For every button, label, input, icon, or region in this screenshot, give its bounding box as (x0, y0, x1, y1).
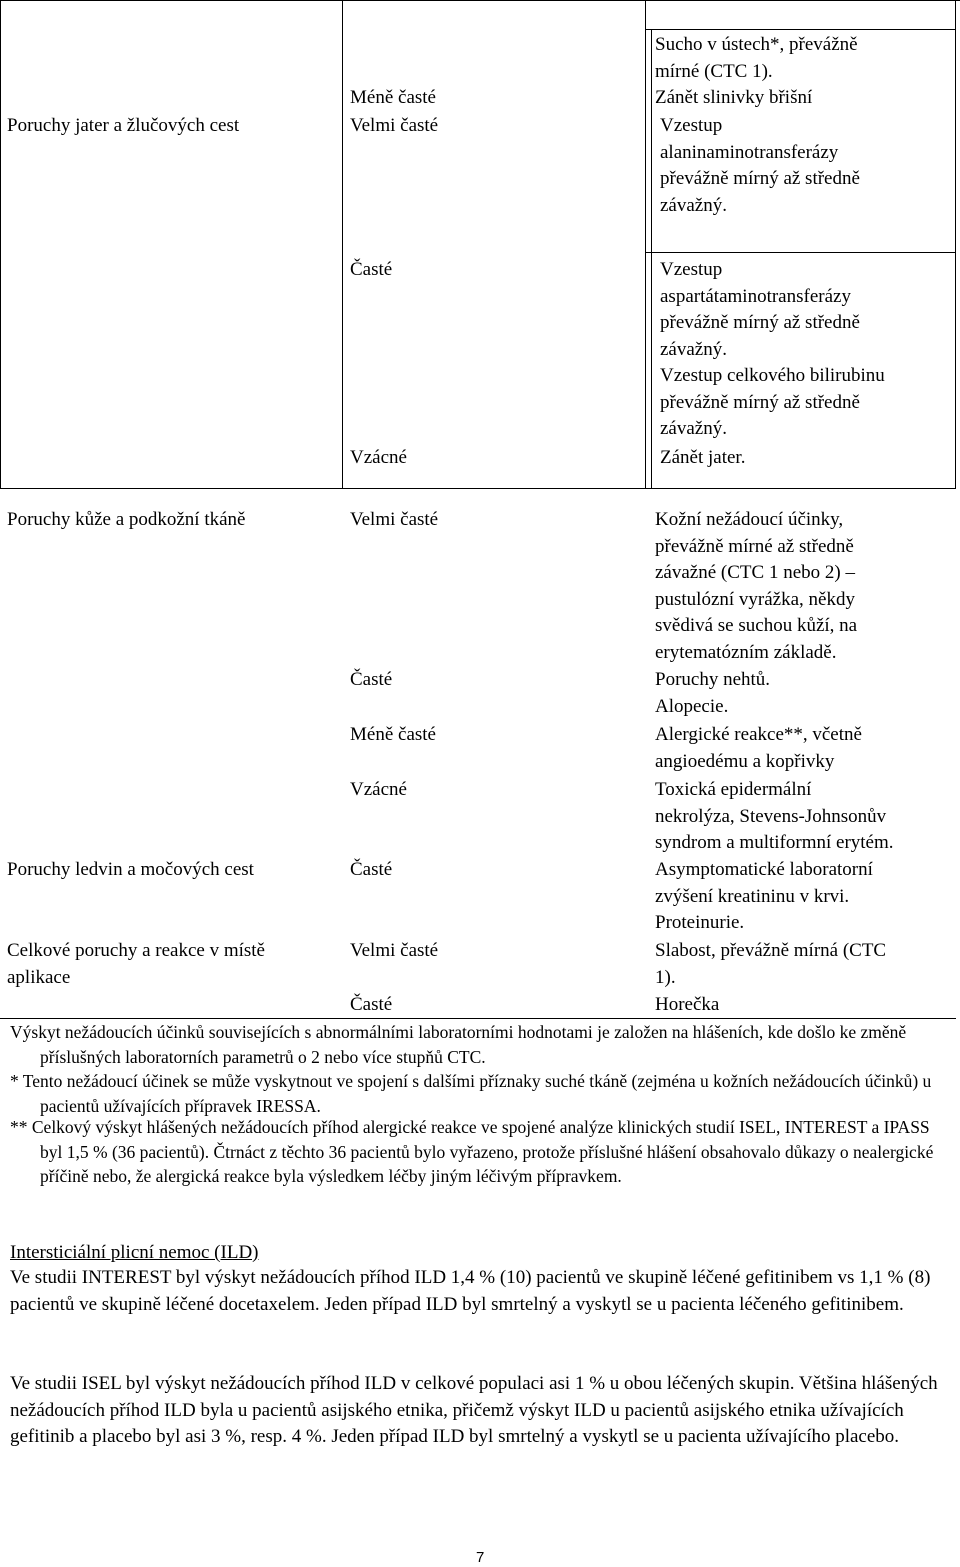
footnote-dry-tissue: * Tento nežádoucí účinek se může vyskytnout ve spojení s dalšími příznaky suché tkáně (zejména u kožních nežádoucích účinků) u pacientů užívajících přípravek IRESSA. (10, 1071, 932, 1116)
cell-effect-dry-mouth: Sucho v ústech*, převážně mírné (CTC 1). (655, 34, 858, 82)
cell-effect-renal: Asymptomatické laboratorní zvýšení kreatininu v krvi. Proteinurie. (655, 859, 873, 933)
table-top-border (0, 0, 960, 1)
cell-effect-asthenia: Slabost, převážně mírná (CTC 1). (655, 940, 887, 988)
cell-frequency-very-common: Velmi časté (350, 509, 439, 530)
section-heading: Intersticiální plicní nemoc (ILD) (10, 1242, 259, 1263)
cell-effect-pancreatitis: Zánět slinivky břišní (655, 87, 813, 108)
cell-effect-hepatitis: Zánět jater. (660, 447, 746, 468)
cell-effect-alt-increase: Vzestup alaninaminotransferázy převážně mírný až středně závažný. (660, 115, 860, 216)
cell-frequency-common: Časté (350, 259, 393, 280)
table-left-border (0, 0, 1, 489)
table-section-border (0, 488, 956, 489)
table-col-divider-2 (645, 0, 646, 489)
cell-frequency-common: Časté (350, 859, 393, 880)
cell-frequency-very-common: Velmi časté (350, 115, 439, 136)
cell-effect-ast-bilirubin: Vzestup aspartátaminotransferázy převážně mírný až středně závažný. Vzestup celkového bilirubinu převážně mírný až středně závažný. (660, 259, 885, 439)
cell-effect-nail-alopecia: Poruchy nehtů. Alopecie. (655, 669, 771, 717)
cell-frequency-rare: Vzácné (350, 779, 407, 800)
cell-effect-skin-reactions: Kožní nežádoucí účinky, převážně mírné až středně závažné (CTC 1 nebo 2) – pustulózní vyrážka, někdy svědivá se suchou kůží, na erytematózním základě. (655, 509, 858, 663)
cell-frequency-rare: Vzácné (350, 447, 407, 468)
inner-cell-bottom-border (646, 252, 955, 253)
paragraph-interest: Ve studii INTEREST byl výskyt nežádoucích příhod ILD 1,4 % (10) pacientů ve skupině léčené gefitinibem vs 1,1 % (8) pacientů ve skupině léčené docetaxelem. Jeden případ ILD byl smrtelný a vyskytl se u pacienta léčeného gefitinibem. (10, 1267, 931, 1315)
cell-organ-skin: Poruchy kůže a podkožní tkáně (7, 509, 246, 530)
footnote-allergic: ** Celkový výskyt hlášených nežádoucích příhod alergické reakce ve spojené analýze klinických studií ISEL, INTEREST a IPASS byl 1,5 % (36 pacientů). Čtrnáct z těchto 36 pacientů bylo vyřazeno, protože příslušné hlášení obsahovalo důkazy o nealergické příčině nebo, že alergická reakce byla výsledkem léčby jiným léčivým přípravkem. (10, 1117, 934, 1186)
cell-organ-renal: Poruchy ledvin a močových cest (7, 859, 254, 880)
inner-cell-divider (651, 29, 652, 489)
cell-organ-hepatobiliary: Poruchy jater a žlučových cest (7, 115, 240, 136)
paragraph-isel: Ve studii ISEL byl výskyt nežádoucích příhod ILD v celkové populaci asi 1 % u obou léčených skupin. Většina hlášených nežádoucích příhod ILD byla u pacientů asijského etnika, přičemž výskyt ILD u pacientů asijského etnika užívajících gefitinib a placebo byl asi 3 %, resp. 4 %. Jeden případ ILD byl smrtelný a vyskytl se u pacienta užívajícího placebo. (10, 1373, 938, 1447)
cell-effect-pyrexia: Horečka (655, 994, 720, 1015)
cell-organ-general: Celkové poruchy a reakce v místě aplikace (7, 940, 265, 988)
page-number: 7 (476, 1549, 485, 1566)
cell-frequency-common: Časté (350, 669, 393, 690)
cell-frequency-uncommon: Méně časté (350, 87, 436, 108)
cell-frequency-common: Časté (350, 994, 393, 1015)
cell-effect-ten-sjs: Toxická epidermální nekrolýza, Stevens-Johnsonův syndrom a multiformní erytém. (655, 779, 894, 853)
footnote-lab-values: Výskyt nežádoucích účinků souvisejících s abnormálními laboratorními hodnotami je založen na hlášeních, kde došlo ke změně příslušných laboratorních parametrů o 2 nebo více stupňů CTC. (10, 1022, 907, 1067)
cell-frequency-uncommon: Méně časté (350, 724, 436, 745)
cell-frequency-very-common: Velmi časté (350, 940, 439, 961)
cell-effect-allergic: Alergické reakce**, včetně angioedému a kopřivky (655, 724, 862, 772)
inner-cell-top-border (646, 29, 955, 30)
table-col-divider-1 (342, 0, 343, 489)
table-right-border (955, 0, 956, 489)
